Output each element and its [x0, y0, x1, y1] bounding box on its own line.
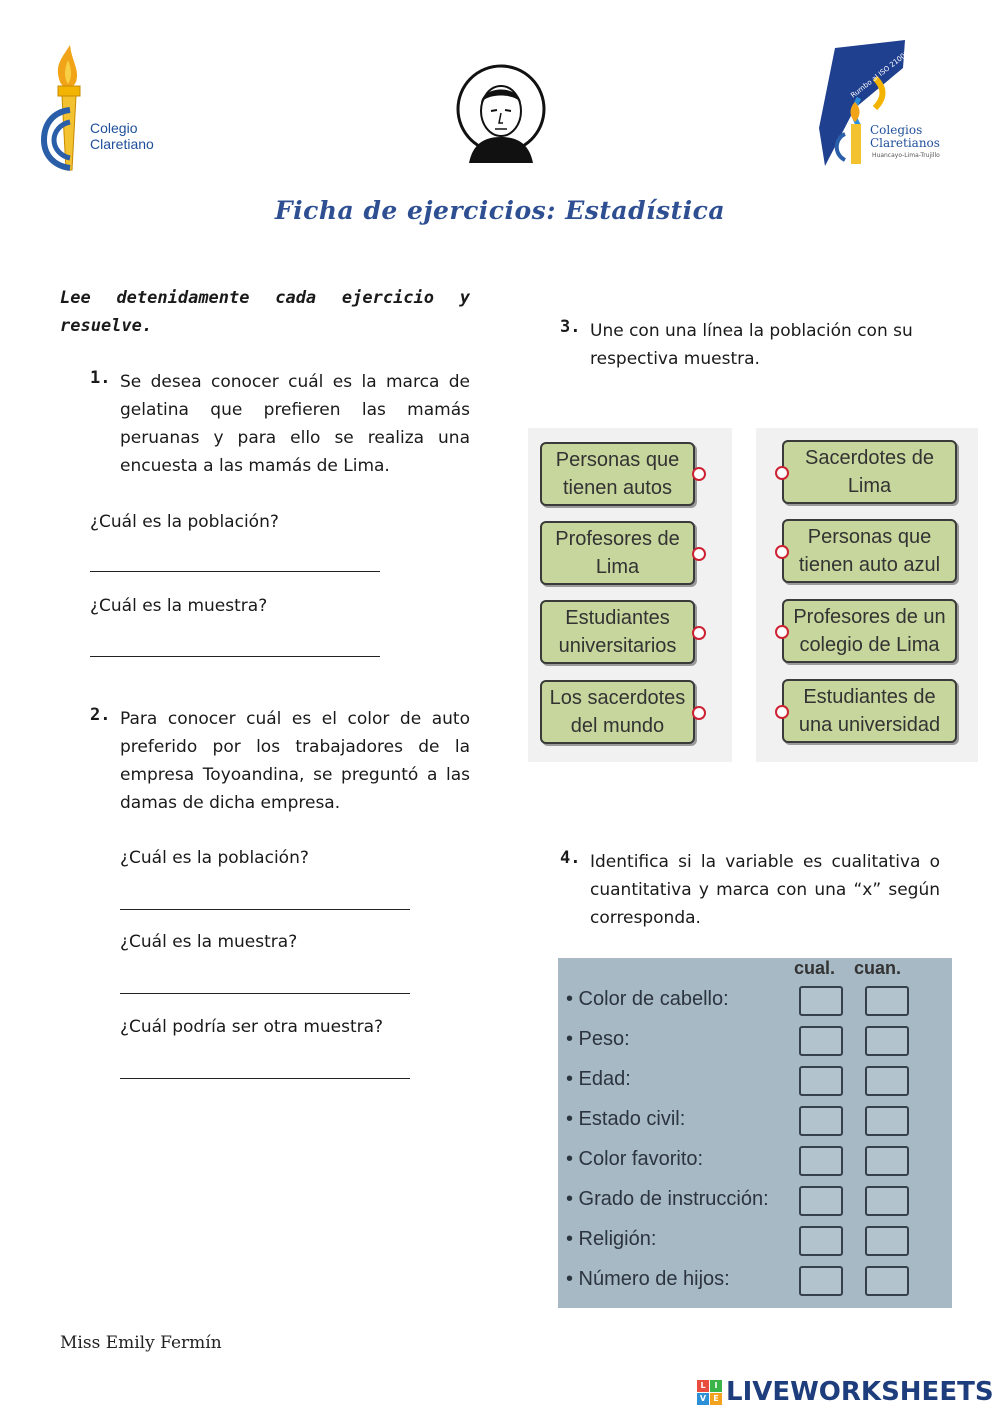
q1-population-label: ¿Cuál es la población?: [90, 512, 279, 532]
left-logo-text-2: Claretiano: [90, 136, 154, 152]
logo-letter-v: V: [697, 1393, 709, 1405]
cuan-checkbox[interactable]: [865, 1106, 909, 1136]
torch-logo-icon: [40, 40, 90, 180]
logo-letter-e: E: [710, 1393, 722, 1405]
cuan-checkbox[interactable]: [865, 1026, 909, 1056]
q2-text: Para conocer cuál es el color de auto preferido por los trabajadores de la empresa Toyoandina, se preguntó a las damas de dicha empresa.: [120, 709, 470, 813]
cuan-checkbox[interactable]: [865, 1266, 909, 1296]
population-box-line2: tienen autos: [563, 477, 672, 499]
population-box-line1: Profesores de: [555, 528, 680, 550]
population-box-line1: Los sacerdotes: [549, 687, 686, 709]
q3-number: 3.: [560, 317, 581, 337]
logo-letter-i: I: [710, 1380, 722, 1392]
q2-sample-label: ¿Cuál es la muestra?: [120, 932, 298, 952]
variable-row-label: • Estado civil:: [566, 1108, 686, 1130]
variable-row-label: • Grado de instrucción:: [566, 1188, 769, 1210]
q1-text: Se desea conocer cuál es la marca de gelatina que prefieren las mamás peruanas y para ello se realiza una encuesta a las mamás de Lima.: [120, 372, 470, 476]
population-box-line1: Personas que: [555, 449, 680, 471]
sample-box-line2: tienen auto azul: [798, 554, 941, 576]
variable-row-label: • Color de cabello:: [566, 988, 729, 1010]
q4-text: Identifica si la variable es cualitativa o cuantitativa y marca con una “x” según corresponda.: [590, 852, 940, 928]
page-title: Ficha de ejercicios: Estadística: [274, 196, 726, 225]
right-logo-text-2: Claretianos: [870, 136, 940, 150]
sample-connector-dot[interactable]: [775, 545, 789, 559]
sample-box: [782, 599, 957, 663]
q1-sample-label: ¿Cuál es la muestra?: [90, 596, 268, 616]
population-connector-dot[interactable]: [692, 706, 706, 720]
population-box-line2: universitarios: [558, 635, 677, 657]
sample-box-line2: una universidad: [798, 714, 941, 736]
cuan-checkbox[interactable]: [865, 986, 909, 1016]
q3-text: Une con una línea la población con su respectiva muestra.: [590, 321, 913, 369]
sample-box-line1: Sacerdotes de: [805, 447, 934, 469]
sample-box-line1: Personas que: [807, 526, 932, 548]
cuan-checkbox[interactable]: [865, 1226, 909, 1256]
q1-sample-answer-line[interactable]: [90, 656, 380, 657]
sample-box-line2: Lima: [847, 475, 892, 497]
sample-box-line1: Profesores de un: [793, 606, 946, 628]
cuan-checkbox[interactable]: [865, 1146, 909, 1176]
sample-connector-dot[interactable]: [775, 625, 789, 639]
left-logo-text-1: Colegio: [90, 120, 138, 136]
population-box-line2: Lima: [595, 556, 640, 578]
q1-population-answer-line[interactable]: [90, 571, 380, 572]
left-school-logo: [40, 40, 190, 180]
q1-number: 1.: [90, 368, 111, 388]
q2-number: 2.: [90, 705, 111, 725]
cuan-checkbox[interactable]: [865, 1186, 909, 1216]
saint-portrait-icon: [455, 63, 547, 165]
cual-checkbox[interactable]: [799, 1066, 843, 1096]
population-connector-dot[interactable]: [692, 467, 706, 481]
cual-checkbox[interactable]: [799, 1146, 843, 1176]
variable-row-label: • Religión:: [566, 1228, 657, 1250]
population-box: [540, 442, 695, 506]
sample-box-line2: colegio de Lima: [799, 634, 940, 656]
variable-row-label: • Peso:: [566, 1028, 630, 1050]
population-box: [540, 680, 695, 744]
q2-sample-answer-line[interactable]: [120, 993, 410, 994]
sample-connector-dot[interactable]: [775, 705, 789, 719]
variable-table: [558, 958, 952, 1308]
right-logo-banner: Rumbo al ISO 21001: [849, 49, 911, 100]
population-connector-dot[interactable]: [692, 547, 706, 561]
q2-other-sample-answer-line[interactable]: [120, 1078, 410, 1079]
author-signature: Miss Emily Fermín: [60, 1333, 222, 1353]
cual-checkbox[interactable]: [799, 1106, 843, 1136]
variable-row-label: • Color favorito:: [566, 1148, 704, 1170]
right-school-logo: [815, 38, 955, 168]
column-cuan-header: cuan.: [854, 958, 902, 978]
liveworksheets-brand[interactable]: [697, 1376, 994, 1408]
population-connector-dot[interactable]: [692, 626, 706, 640]
sample-connector-dot[interactable]: [775, 466, 789, 480]
cuan-checkbox[interactable]: [865, 1066, 909, 1096]
instructions: Lee detenidamente cada ejercicio y resuelve.: [60, 288, 470, 336]
logo-letter-l: L: [697, 1380, 709, 1392]
liveworksheets-wordmark: LIVEWORKSHEETS: [726, 1377, 994, 1407]
right-logo-text-1: Colegios: [870, 123, 923, 137]
cual-checkbox[interactable]: [799, 1186, 843, 1216]
cual-checkbox[interactable]: [799, 986, 843, 1016]
cual-checkbox[interactable]: [799, 1026, 843, 1056]
q2-population-answer-line[interactable]: [120, 909, 410, 910]
cual-checkbox[interactable]: [799, 1266, 843, 1296]
population-box: [540, 600, 695, 664]
center-portrait-logo: [455, 63, 547, 165]
q2-other-sample-label: ¿Cuál podría ser otra muestra?: [120, 1017, 384, 1037]
q4-number: 4.: [560, 848, 581, 868]
sample-box: [782, 679, 957, 743]
variable-row-label: • Edad:: [566, 1068, 631, 1090]
variable-row-label: • Número de hijos:: [566, 1268, 730, 1290]
sample-box: [782, 519, 957, 583]
population-box-line2: del mundo: [570, 715, 665, 737]
cual-checkbox[interactable]: [799, 1226, 843, 1256]
liveworksheets-logo-icon: [697, 1380, 722, 1405]
right-logo-subtitle: Huancayo-Lima-Trujillo: [872, 152, 940, 159]
population-box-line1: Estudiantes: [565, 607, 670, 629]
q2-population-label: ¿Cuál es la población?: [120, 848, 309, 868]
sample-box: [782, 440, 957, 504]
sample-box-line1: Estudiantes de: [803, 686, 936, 708]
population-box: [540, 521, 695, 585]
column-cual-header: cual.: [794, 958, 836, 978]
